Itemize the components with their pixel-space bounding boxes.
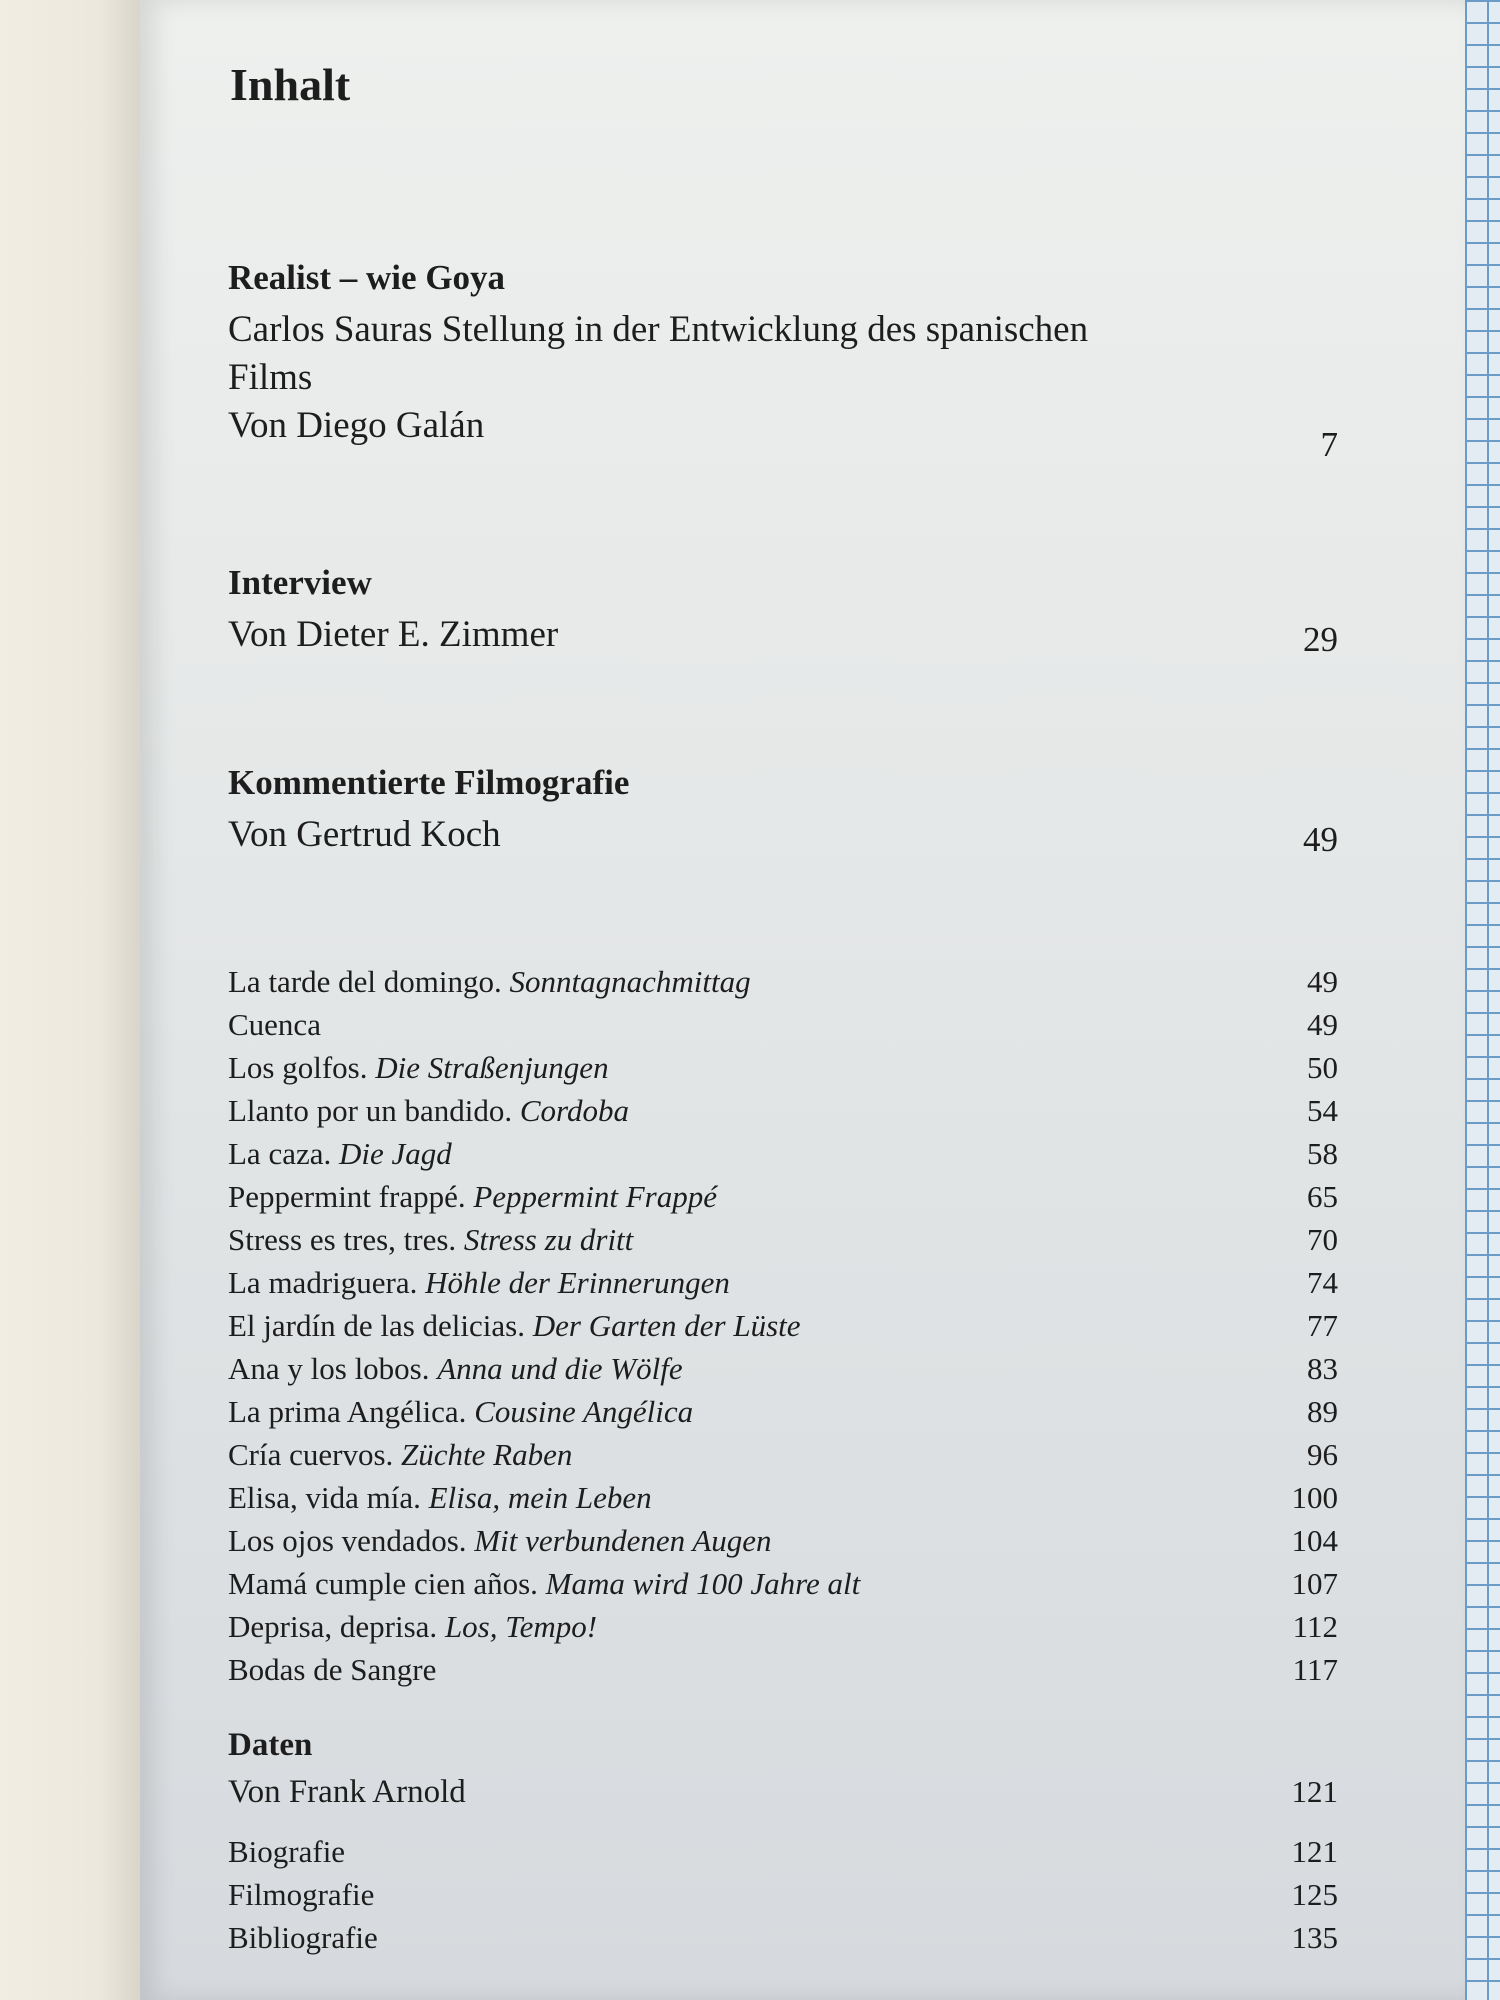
film-german-title: Cordoba xyxy=(519,1093,629,1128)
toc-section-interview xyxy=(228,560,1338,664)
daten-item-label: Biografie xyxy=(228,1834,346,1869)
section-heading: Interview xyxy=(228,563,372,602)
film-page-number: 65 xyxy=(1307,1179,1338,1214)
film-german-title: Peppermint Frappé xyxy=(473,1179,717,1214)
film-page-number: 49 xyxy=(1307,964,1338,999)
film-page-number: 50 xyxy=(1307,1050,1338,1085)
film-title xyxy=(228,1046,609,1089)
list-item xyxy=(228,1046,1338,1089)
film-original-title: La prima Angélica. xyxy=(228,1394,467,1429)
film-original-title: Ana y los lobos. xyxy=(228,1351,430,1386)
film-title xyxy=(228,960,751,1003)
film-title xyxy=(228,1390,693,1433)
film-list xyxy=(228,960,1338,1691)
daten-author-row xyxy=(228,1768,1338,1816)
film-title xyxy=(228,1433,572,1476)
film-title xyxy=(228,1261,730,1304)
film-title xyxy=(228,1648,436,1691)
film-german-title: Der Garten der Lüste xyxy=(532,1308,801,1343)
film-page-number: 74 xyxy=(1307,1265,1338,1300)
film-page-number: 58 xyxy=(1307,1136,1338,1171)
toc-section-realist xyxy=(228,255,1338,464)
section-subtitle: Films xyxy=(228,357,313,398)
section-heading: Realist – wie Goya xyxy=(228,258,506,297)
film-german-title: Die Straßenjungen xyxy=(375,1050,609,1085)
film-title xyxy=(228,1218,633,1261)
film-original-title: La tarde del domingo. xyxy=(228,964,502,999)
film-german-title: Cousine Angélica xyxy=(474,1394,694,1429)
film-original-title: La madriguera. xyxy=(228,1265,418,1300)
list-item xyxy=(228,1433,1338,1476)
film-page-number: 77 xyxy=(1307,1308,1338,1343)
film-page-number: 70 xyxy=(1307,1222,1338,1257)
film-page-number: 83 xyxy=(1307,1351,1338,1386)
section-page-number: 49 xyxy=(1303,820,1338,859)
section-subtitle: Carlos Sauras Stellung in der Entwicklung des spanischen xyxy=(228,309,1089,350)
film-original-title: La caza. xyxy=(228,1136,332,1171)
film-german-title: Anna und die Wölfe xyxy=(437,1351,683,1386)
film-title xyxy=(228,1562,860,1605)
film-original-title: Bodas de Sangre xyxy=(228,1652,437,1687)
film-page-number: 100 xyxy=(1291,1480,1338,1515)
film-original-title: Peppermint frappé. xyxy=(228,1179,466,1214)
film-original-title: Llanto por un bandido. xyxy=(228,1093,513,1128)
list-item xyxy=(228,1605,1338,1648)
list-item xyxy=(228,1519,1338,1562)
list-item xyxy=(228,1390,1338,1433)
page-title: Inhalt xyxy=(230,59,351,110)
film-german-title: Elisa, mein Leben xyxy=(428,1480,652,1515)
film-original-title: Mamá cumple cien años. xyxy=(228,1566,538,1601)
section-heading: Daten xyxy=(228,1727,313,1763)
daten-item-label: Filmografie xyxy=(228,1877,375,1912)
list-item xyxy=(228,1218,1338,1261)
film-original-title: Deprisa, deprisa. xyxy=(228,1609,438,1644)
list-item xyxy=(228,1003,1338,1046)
daten-item-page-number: 121 xyxy=(1291,1834,1338,1869)
daten-item-label: Bibliografie xyxy=(228,1920,378,1955)
film-german-title: Mit verbundenen Augen xyxy=(474,1523,772,1558)
film-page-number: 112 xyxy=(1292,1609,1338,1644)
film-original-title: Cuenca xyxy=(228,1007,321,1042)
list-item xyxy=(228,1261,1338,1304)
list-item xyxy=(228,1347,1338,1390)
film-page-number: 117 xyxy=(1292,1652,1338,1687)
film-title xyxy=(228,1132,452,1175)
section-page-number: 29 xyxy=(1303,620,1338,659)
section-author: Von Dieter E. Zimmer xyxy=(228,614,559,655)
list-item xyxy=(228,1830,1338,1873)
film-original-title: Los golfos. xyxy=(228,1050,368,1085)
film-page-number: 104 xyxy=(1291,1523,1338,1558)
film-original-title: Elisa, vida mía. xyxy=(228,1480,421,1515)
film-german-title: Höhle der Erinnerungen xyxy=(425,1265,730,1300)
film-title xyxy=(228,1519,772,1562)
list-item xyxy=(228,1132,1338,1175)
film-original-title: Los ojos vendados. xyxy=(228,1523,467,1558)
section-page-number: 121 xyxy=(1291,1774,1338,1809)
film-original-title: El jardín de las delicias. xyxy=(228,1308,525,1343)
film-page-number: 89 xyxy=(1307,1394,1338,1429)
list-item xyxy=(228,1916,1338,1959)
list-item xyxy=(228,1476,1338,1519)
section-page-number: 7 xyxy=(1320,425,1338,464)
daten-item-page-number: 125 xyxy=(1291,1877,1338,1912)
film-german-title: Mama wird 100 Jahre alt xyxy=(545,1566,861,1601)
section-author: Von Gertrud Koch xyxy=(228,814,501,855)
list-item xyxy=(228,1089,1338,1132)
film-page-number: 49 xyxy=(1307,1007,1338,1042)
section-author: Von Diego Galán xyxy=(228,405,485,446)
film-title xyxy=(228,1605,597,1648)
film-title xyxy=(228,1089,629,1132)
film-german-title: Stress zu dritt xyxy=(463,1222,634,1257)
list-item xyxy=(228,1175,1338,1218)
section-author: Von Frank Arnold xyxy=(228,1774,466,1810)
daten-sub-list xyxy=(228,1830,1338,1959)
list-item xyxy=(228,1304,1338,1347)
film-title xyxy=(228,1175,717,1218)
section-heading: Kommentierte Filmografie xyxy=(228,763,630,802)
film-title xyxy=(228,1304,801,1347)
film-original-title: Stress es tres, tres. xyxy=(228,1222,457,1257)
list-item xyxy=(228,960,1338,1003)
film-original-title: Cría cuervos. xyxy=(228,1437,394,1472)
list-item xyxy=(228,1873,1338,1916)
grid-paper-background xyxy=(1465,0,1500,2000)
left-page-edge xyxy=(0,0,140,2000)
table-of-contents xyxy=(228,0,1338,2000)
film-title xyxy=(228,1347,683,1390)
film-title xyxy=(228,1476,652,1519)
daten-item-page-number: 135 xyxy=(1291,1920,1338,1955)
film-german-title: Züchte Raben xyxy=(401,1437,573,1472)
film-page-number: 96 xyxy=(1307,1437,1338,1472)
film-page-number: 54 xyxy=(1307,1093,1338,1128)
film-title xyxy=(228,1003,321,1046)
film-german-title: Sonntagnachmittag xyxy=(509,964,751,999)
film-german-title: Die Jagd xyxy=(338,1136,452,1171)
film-german-title: Los, Tempo! xyxy=(444,1609,598,1644)
toc-section-filmografie xyxy=(228,760,1338,864)
film-page-number: 107 xyxy=(1291,1566,1338,1601)
list-item xyxy=(228,1562,1338,1605)
list-item xyxy=(228,1648,1338,1691)
toc-section-daten xyxy=(228,1722,1338,1959)
